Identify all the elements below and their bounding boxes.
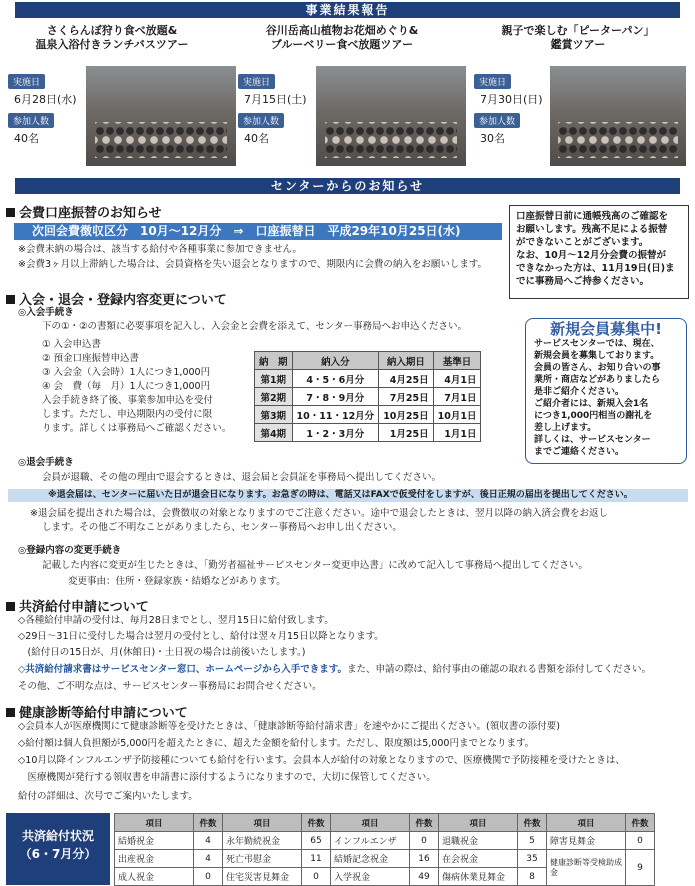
mutual-line: (給付日の15日が、月(休館日)・土日祝の場合は前後いたします。) (18, 647, 306, 658)
event-meta (474, 68, 552, 146)
health-line: ◇10月以降インフルエンザ予防接種についても給付を行います。会員本人が給付の対象となりますので、医療機関で予防接種を受けたときは、 (18, 755, 625, 766)
leave-text: 会員が退職、その他の理由で退会するときは、退会届と会員証を事務局へ提出してください。 (42, 472, 442, 483)
join-note: ります。詳しくは事務局へご確認ください。 (42, 423, 232, 434)
recruit-title: 新規会員募集中! (550, 320, 662, 338)
join-item: ① 入会申込書 (42, 339, 102, 350)
date-tag: 実施日 (474, 74, 511, 89)
join-note: します。ただし、申込期限内の受付に限 (42, 409, 213, 420)
benefit-status-label: 共済給付状況 （6・7月分） (6, 813, 110, 885)
event-title: 親子で楽しむ「ピーターパン」 鑑賞ツアー (501, 24, 655, 51)
join-item: ④ 会 費（毎 月）1人につき1,000円 (42, 381, 211, 392)
change-items: 変更事由：住所・登録家族・結婚などがあります。 (68, 576, 286, 587)
health-line: ◇会員本人が医療機関にて健康診断等を受けたときは、「健康診断等給付請求書」を速やかにご提出ください。(領収書の添付要) (18, 721, 560, 732)
event-photo (316, 66, 466, 166)
mutual-line: その他、ご不明な点は、サービスセンター事務局にお問合せください。 (18, 681, 322, 692)
health-section-title: 健康診断等給付申請について (6, 702, 188, 721)
leave-notice: ※退会届は、センターに届いた日が退会日になります。お急ぎの時は、電話又はFAXで仮受付をしますが、後日正規の届出を提出してください。 (8, 489, 688, 502)
leave-note: します。その他ご不明なことがありましたら、センター事務局へお申し出ください。 (42, 522, 402, 533)
join-intro: 下の①・②の書類に必要事項を記入し、入会金と会費を添えて、センター事務局へお申込ください。 (42, 321, 467, 332)
health-line: 給付の詳細は、次号でご案内いたします。 (18, 791, 198, 802)
mutual-line: ◇29日～31日に受付した場合は翌月の受付とし、給付は翌々月15日以降となります。 (18, 631, 384, 642)
event-card-3 (474, 20, 682, 180)
center-news-banner: センターからのお知らせ (15, 178, 680, 194)
count-tag: 参加人数 (238, 113, 284, 128)
table-row: 第3期 10・11・12月分 10月25日 10月1日 (255, 406, 481, 424)
table-row: 第4期 1・2・3月分 1月25日 1月1日 (255, 424, 481, 442)
payment-period-table (254, 351, 481, 442)
health-line: 医療機関が発行する領収書を申請書に添付するようになりますので、大切に保管してください。 (18, 772, 436, 783)
fee-side-box: 口座振替日前に通帳残高のご確認を お願いします。残高不足による振替 ができないことがございます。 なお、10月～12月分会費の振替が できなかった方は、11月19日(日)ま でに事務局へご持参ください。 (509, 205, 689, 299)
event-card-2 (238, 20, 446, 180)
change-title: ◎登録内容の変更手続き (18, 545, 122, 556)
health-line: ◇給付額は個人負担額が5,000円を超えたときに、超えた金額を給付します。ただし、限度額は5,000円までとなります。 (18, 738, 535, 749)
benefit-status-table: 項目 件数 項目 件数 項目 件数 項目 件数 項目 件数 結婚祝金 4 永年勤続祝金 65 インフルエンザ 0 退職祝金 5 障害見舞金 0 出産祝金 4 死亡弔慰金 11 結婚記念祝金 16 在会祝金 35 健康診断等受検助成金 9 成人祝金 0 住宅災害見舞金 0 入学祝金 49 傷病休業見舞金 8 (114, 813, 655, 886)
new-member-recruit-box: 新規会員募集中! サービスセンターでは、現在、 新規会員を募集しております。 会員の皆さん、お知り合いの事 業所・商店などがありましたら 是非ご紹介ください。 ご紹介者には、新規入会1名 につき1,000円相当の謝礼を 差し上げます。 詳しくは、サービスセンター までご連絡ください。 (525, 318, 687, 464)
event-photo (86, 66, 236, 166)
results-banner: 事業結果報告 (15, 2, 680, 18)
table-row: 成人祝金 0 住宅災害見舞金 0 入学祝金 49 傷病休業見舞金 8 (115, 868, 655, 886)
join-title: ◎入会手続き (18, 307, 74, 318)
mutual-line: ◇各種給付申請の受付は、毎月28日までとし、翌月15日に給付致します。 (18, 615, 334, 626)
table-header: 基準日 (433, 352, 481, 370)
event-title: 谷川岳高山植物お花畑めぐり& ブルーベリー食べ放題ツアー (265, 24, 419, 51)
event-date: 7月15日(土) (244, 93, 307, 106)
event-date: 6月28日(水) (14, 93, 77, 106)
table-row: 第2期 7・8・9月分 7月25日 7月1日 (255, 388, 481, 406)
event-card-1 (8, 20, 216, 180)
mutual-section-title: 共済給付申請について (6, 596, 149, 615)
table-row: 出産祝金 4 死亡弔慰金 11 結婚記念祝金 16 在会祝金 35 健康診断等受検助成金 9 (115, 850, 655, 868)
event-meta (238, 68, 316, 146)
event-date: 7月30日(日) (480, 93, 543, 106)
count-tag: 参加人数 (8, 113, 54, 128)
fee-section-title: 会費口座振替のお知らせ (6, 202, 162, 221)
mutual-line: ◇共済給付請求書はサービスセンター窓口、ホームページから入手できます。また、申請の際は、給付事由の確認の取れる書類を添付してください。 (18, 664, 651, 675)
table-row: 第1期 4・5・6月分 4月25日 4月1日 (255, 370, 481, 388)
fee-note: ※会費未納の場合は、該当する給付や各種事業に参加できません。 (18, 244, 303, 255)
event-count: 40名 (14, 132, 39, 145)
join-item: ② 預金口座振替申込書 (42, 353, 140, 364)
date-tag: 実施日 (238, 74, 275, 89)
event-count: 30名 (480, 132, 505, 145)
leave-note: ※退会届を提出された場合は、会費徴収の対象となりますのでご注意ください。途中で退会したときは、翌月以降の納入済会費をお返し (30, 508, 608, 519)
event-count: 40名 (244, 132, 269, 145)
table-header: 納入期日 (379, 352, 433, 370)
table-row: 結婚祝金 4 永年勤続祝金 65 インフルエンザ 0 退職祝金 5 障害見舞金 0 (115, 832, 655, 850)
table-header: 納入分 (292, 352, 379, 370)
change-text: 記載した内容に変更が生じたときは、「勤労者福祉サービスセンター変更申込書」に改めて記入して事務局へ提出してください。 (42, 560, 588, 571)
event-meta (8, 68, 86, 146)
date-tag: 実施日 (8, 74, 45, 89)
table-header: 納 期 (255, 352, 293, 370)
event-photo (550, 66, 686, 166)
join-note: 入会手続き終了後、事業参加申込を受付 (42, 395, 214, 406)
event-title: さくらんぼ狩り食べ放題& 温泉入浴付きランチバスツアー (35, 24, 189, 51)
fee-highlight: 次回会費徴収区分 10月～12月分 ⇒ 口座振替日 平成29年10月25日(水) (14, 223, 502, 240)
membership-section-title: 入会・退会・登録内容変更について (6, 289, 227, 308)
fee-note: ※会費3ヶ月以上滞納した場合は、会員資格を失い退会となりますので、期限内に会費の納入をお願いします。 (18, 259, 488, 270)
join-item: ③ 入会金（入会時）1人につき1,000円 (42, 367, 211, 378)
count-tag: 参加人数 (474, 113, 520, 128)
leave-title: ◎退会手続き (18, 457, 74, 468)
